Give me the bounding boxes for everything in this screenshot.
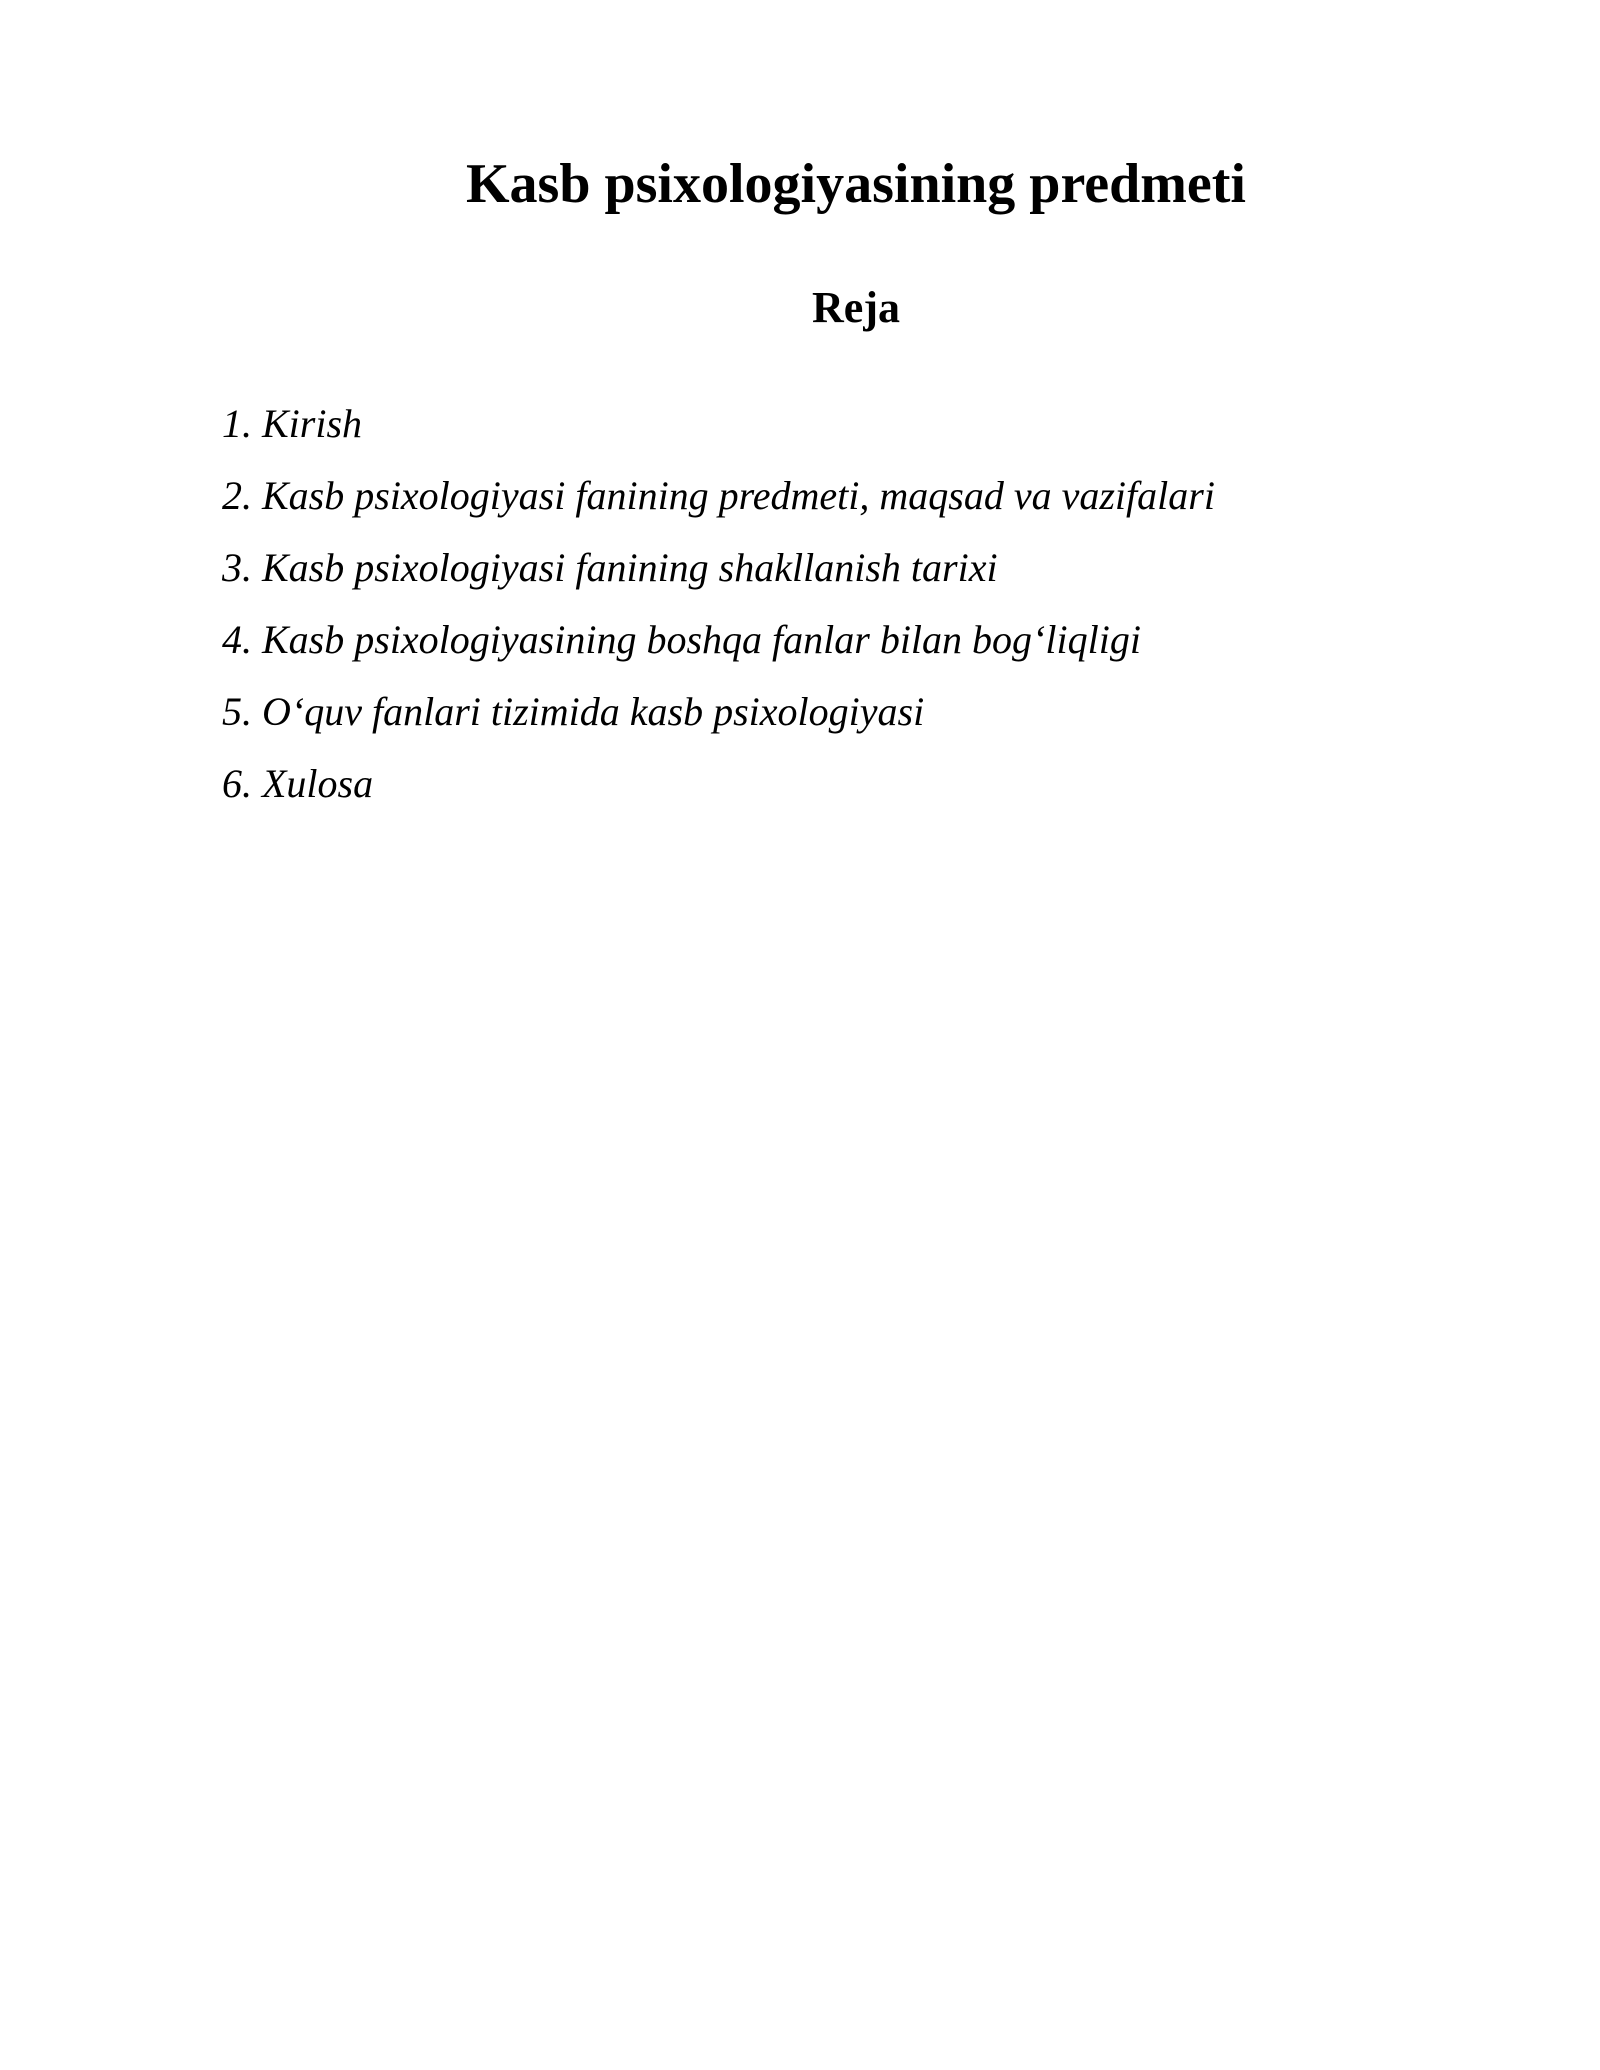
plan-item-subject-goals: 2. Kasb psixologiyasi fanining predmeti, maqsad va vazifalari — [222, 473, 1215, 518]
plan-list — [222, 388, 1215, 820]
plan-item-introduction: 1. Kirish — [222, 401, 363, 446]
plan-item-conclusion: 6. Xulosa — [222, 761, 374, 806]
document-title: Kasb psixologiyasining predmeti — [465, 153, 1246, 215]
plan-item-relations: 4. Kasb psixologiyasining boshqa fanlar bilan bog‘liqligi — [222, 617, 1141, 662]
plan-item-curriculum: 5. O‘quv fanlari tizimida kasb psixologiyasi — [222, 689, 925, 734]
plan-heading: Reja — [812, 283, 900, 332]
plan-item-history: 3. Kasb psixologiyasi fanining shakllanish tarixi — [222, 545, 998, 590]
